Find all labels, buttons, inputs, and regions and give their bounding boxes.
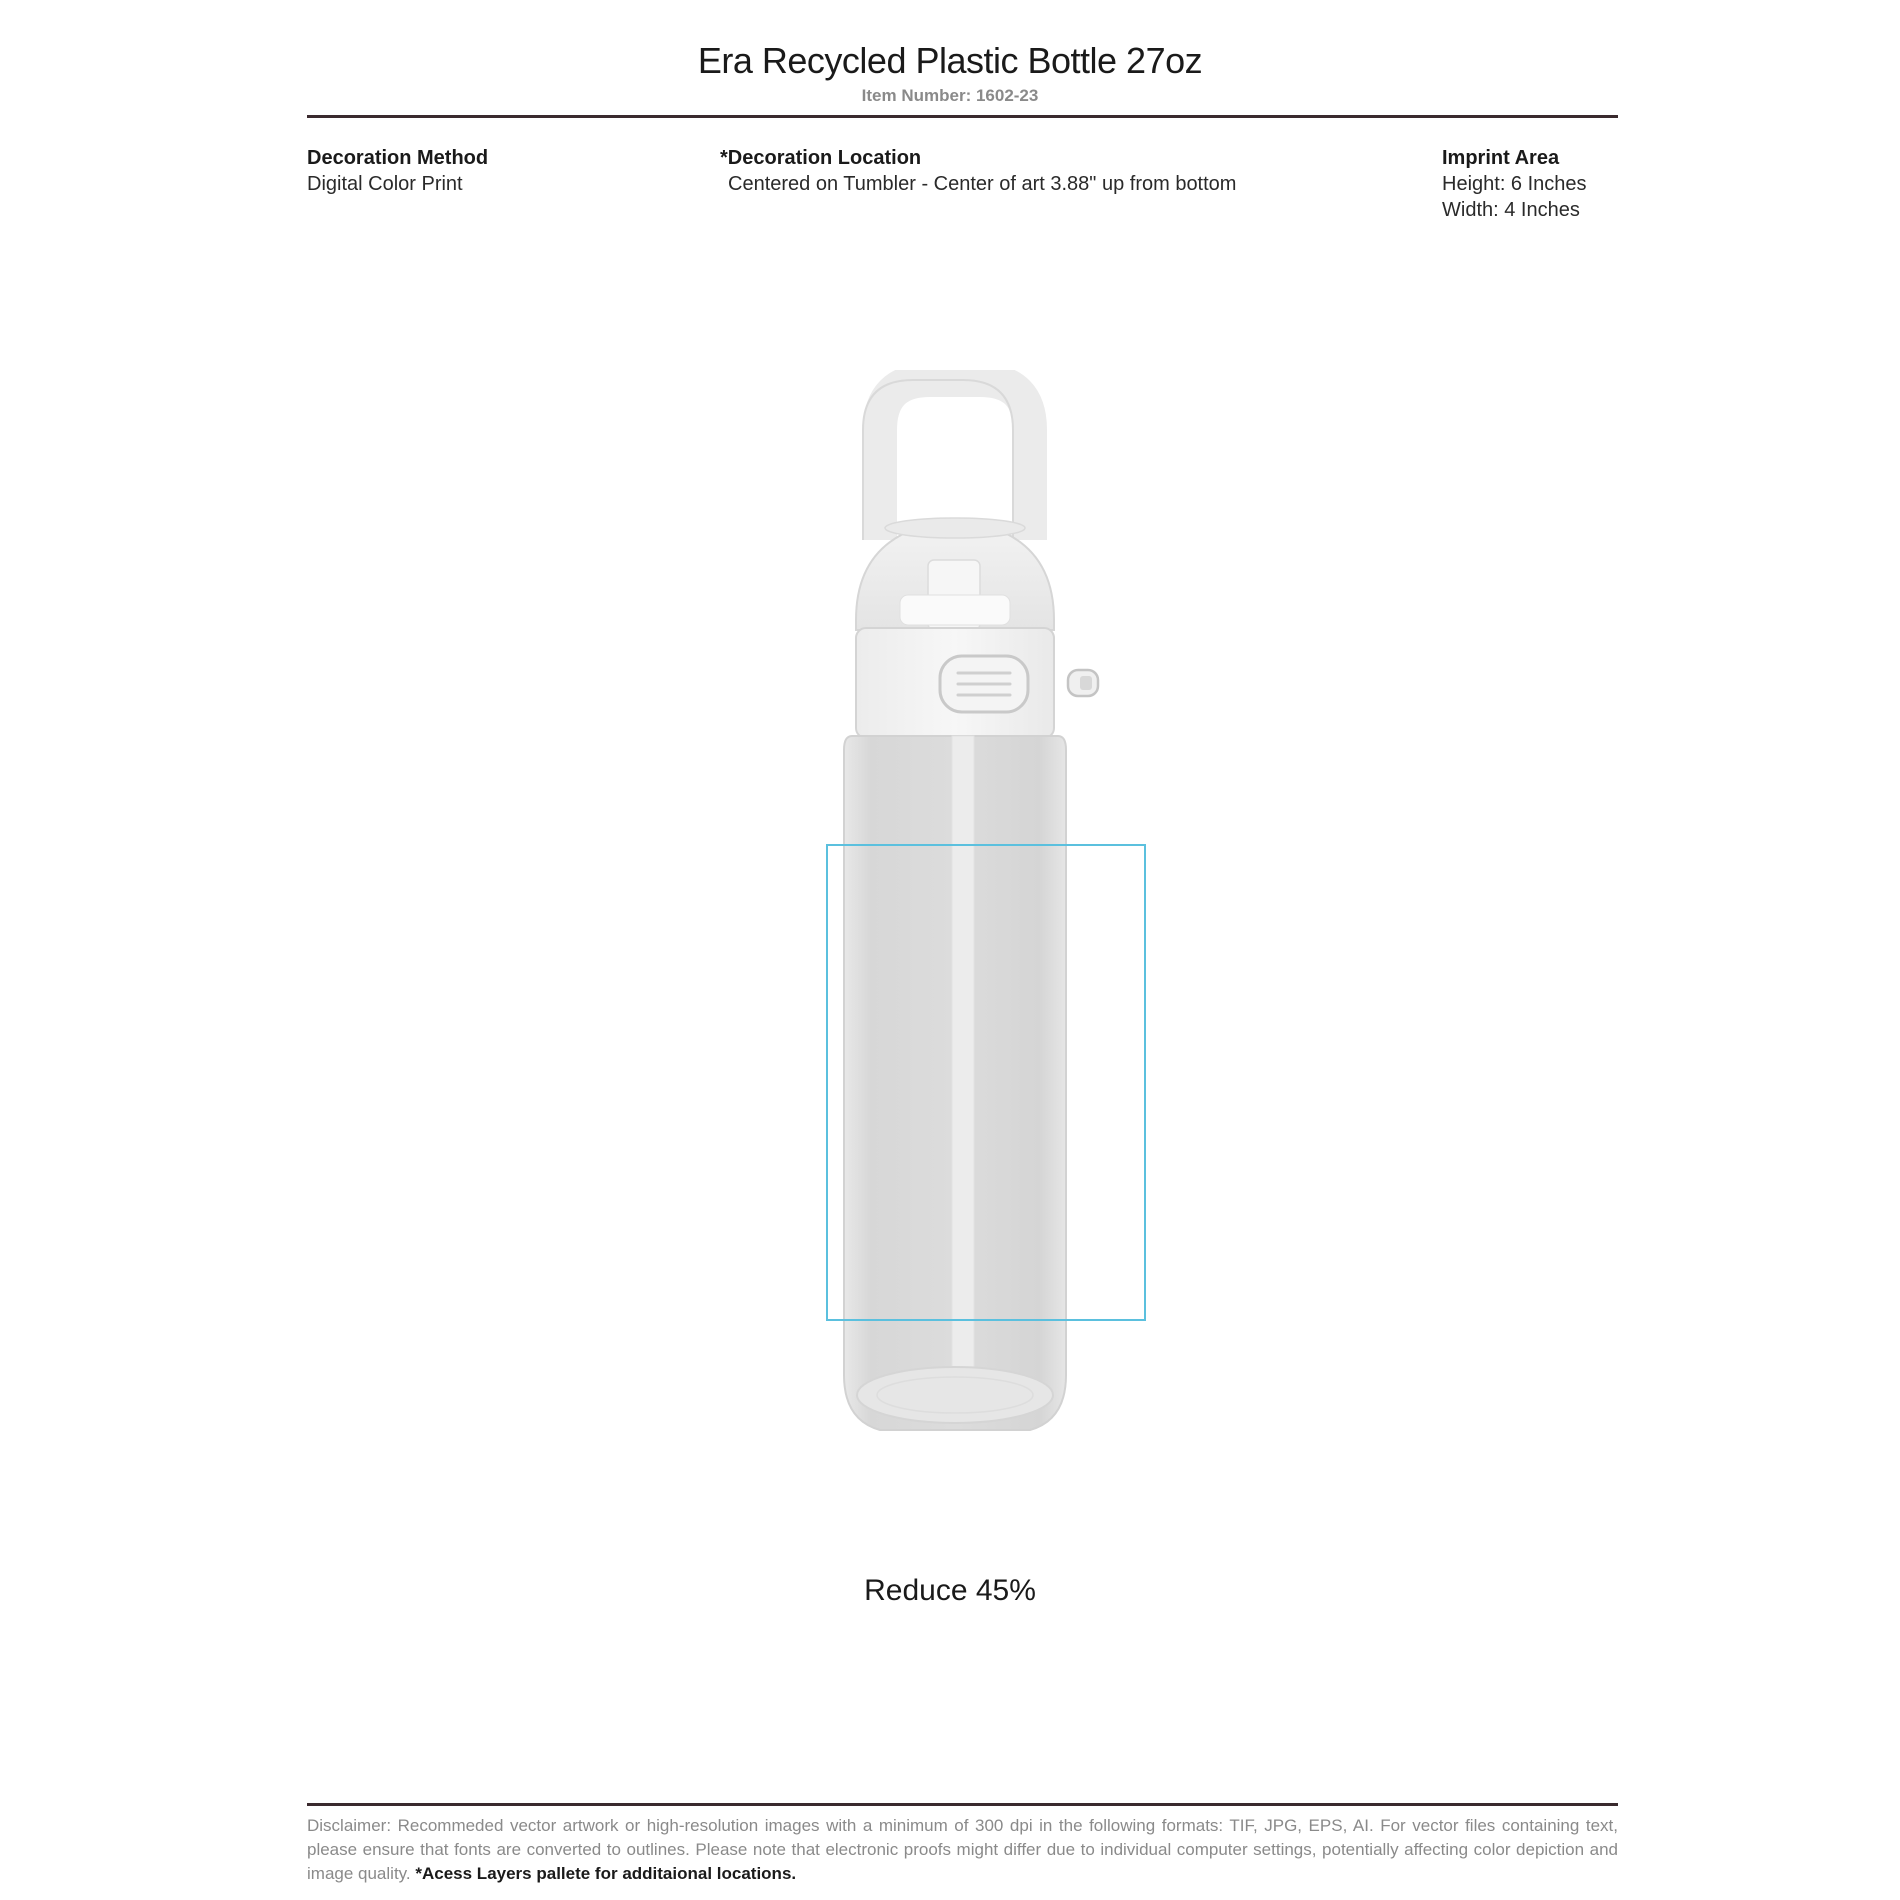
item-number: Item Number: 1602-23 [861, 86, 1039, 105]
imprint-area-label: Imprint Area [1442, 147, 1560, 169]
decoration-method-label: Decoration Method [307, 147, 489, 169]
disclaimer [307, 1814, 1618, 1886]
lock-slider-icon [1068, 670, 1098, 696]
disclaimer-text: Disclaimer: Recommeded vector artwork or high-resolution images with a minimum of 300 dpi in the following formats: TIF, JPG, EPS, AI. For vector files containing text, please ensure that fonts are converted to outlines. Please note that electronic proofs might differ due to individual computer settings, potentially affecting color depiction and image quality. [307, 1816, 1618, 1883]
imprint-width: Width: 4 Inches [1442, 199, 1580, 221]
bottle-straw [952, 736, 974, 1396]
footer-divider [307, 1803, 1618, 1806]
product-title: Era Recycled Plastic Bottle 27oz [697, 40, 1203, 81]
layers-note: *Acess Layers pallete for additaional locations. [415, 1864, 797, 1883]
decoration-location-label: *Decoration Location [720, 147, 922, 169]
decoration-method-section [307, 145, 488, 197]
bottle-base [857, 1367, 1053, 1423]
push-button-icon [940, 656, 1028, 712]
decoration-location-value: Centered on Tumbler - Center of art 3.88" up from bottom [728, 173, 1237, 195]
bottle-handle [863, 380, 1030, 540]
imprint-area-section [1442, 145, 1587, 223]
bottle-image [780, 370, 1180, 1450]
header-divider [307, 115, 1618, 118]
reduce-label: Reduce 45% [864, 1574, 1036, 1607]
decoration-location-section [720, 145, 1236, 197]
decoration-method-value: Digital Color Print [307, 173, 463, 195]
imprint-height: Height: 6 Inches [1442, 173, 1587, 195]
